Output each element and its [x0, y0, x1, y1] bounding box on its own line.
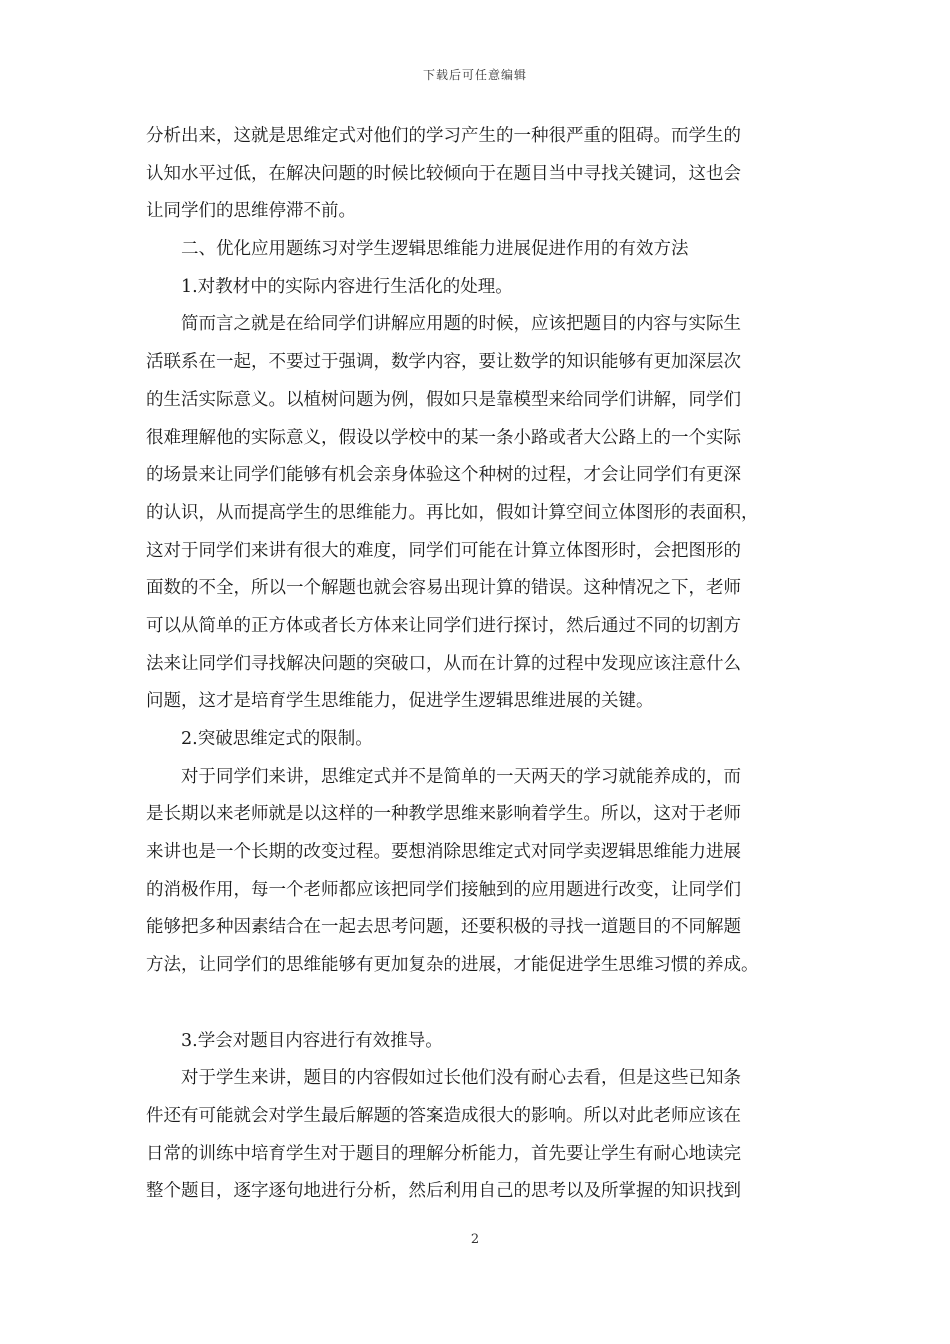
section-heading: 二、优化应用题练习对学生逻辑思维能力进展促进作用的有效方法: [181, 239, 689, 260]
text-line: 整个题目，逐字逐句地进行分析，然后利用自己的思考以及所掌握的知识找到: [146, 1181, 741, 1202]
subheading: 3.学会对题目内容进行有效推导。: [181, 1030, 443, 1051]
text-line: 这对于同学们来讲有很大的难度，同学们可能在计算立体图形时，会把图形的: [146, 540, 741, 561]
text-line: 面数的不全，所以一个解题也就会容易出现计算的错误。这种情况之下，老师: [146, 578, 741, 599]
text-line: 对于同学们来讲，思维定式并不是简单的一天两天的学习就能养成的，而: [181, 766, 741, 787]
subheading: 1.对教材中的实际内容进行生活化的处理。: [181, 276, 513, 297]
text-line: 的消极作用，每一个老师都应该把同学们接触到的应用题进行改变，让同学们: [146, 879, 741, 900]
text-line: 的生活实际意义。以植树问题为例，假如只是靠模型来给同学们讲解，同学们: [146, 389, 741, 410]
text-line: 是长期以来老师就是以这样的一种教学思维来影响着学生。所以，这对于老师: [146, 804, 741, 825]
text-line: 简而言之就是在给同学们讲解应用题的时候，应该把题目的内容与实际生: [181, 314, 741, 335]
subheading: 2.突破思维定式的限制。: [181, 729, 373, 749]
text-line: 法来让同学们寻找解决问题的突破口，从而在计算的过程中发现应该注意什么: [146, 653, 741, 674]
page-number: 2: [470, 1232, 480, 1247]
text-line: 对于学生来讲，题目的内容假如过长他们没有耐心去看，但是这些已知条: [181, 1068, 741, 1089]
text-line: 很难理解他的实际意义，假设以学校中的某一条小路或者大公路上的一个实际: [146, 427, 741, 448]
text-line: 的认识，从而提高学生的思维能力。再比如，假如计算空间立体图形的表面积，: [146, 502, 759, 523]
text-line: 方法，让同学们的思维能够有更加复杂的进展，才能促进学生思维习惯的养成。: [146, 955, 759, 976]
paragraph-gap: [146, 985, 818, 1023]
text-line: 来讲也是一个长期的改变过程。要想消除思维定式对同学卖逻辑思维能力进展: [146, 842, 741, 863]
text-line: 的场景来让同学们能够有机会亲身体验这个种树的过程，才会让同学们有更深: [146, 465, 741, 486]
text-line: 问题，这才是培育学生思维能力，促进学生逻辑思维进展的关键。: [146, 691, 654, 712]
text-line: 认知水平过低，在解决问题的时候比较倾向于在题目当中寻找关键词，这也会: [146, 163, 741, 184]
text-line: 让同学们的思维停滞不前。: [146, 201, 356, 222]
page-header: 下载后可任意编辑: [422, 68, 527, 82]
text-line: 日常的训练中培育学生对于题目的理解分析能力，首先要让学生有耐心地读完: [146, 1143, 741, 1164]
text-line: 件还有可能就会对学生最后解题的答案造成很大的影响。所以对此老师应该在: [146, 1105, 741, 1126]
document-body: [146, 118, 818, 1211]
text-line: 可以从简单的正方体或者长方体来让同学们进行探讨，然后通过不同的切割方: [146, 615, 741, 636]
text-line: 能够把多种因素结合在一起去思考问题，还要积极的寻找一道题目的不同解题: [146, 917, 741, 938]
text-line: 活联系在一起，不要过于强调，数学内容，要让数学的知识能够有更加深层次: [146, 352, 741, 373]
text-line: 分析出来，这就是思维定式对他们的学习产生的一种很严重的阻碍。而学生的: [146, 126, 741, 146]
